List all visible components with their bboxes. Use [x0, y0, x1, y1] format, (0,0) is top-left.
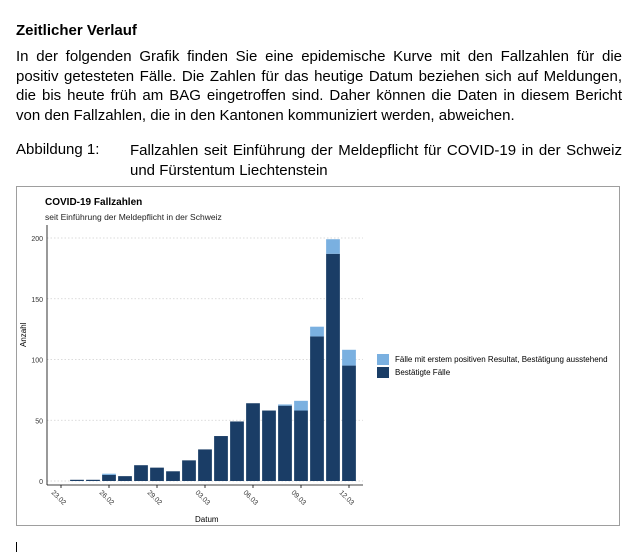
- y-tick-label: 150: [31, 296, 43, 304]
- x-tick-label: 06.03: [241, 489, 259, 507]
- y-tick-label: 0: [39, 479, 43, 486]
- legend-label-confirmed: Bestätigte Fälle: [395, 368, 451, 377]
- bar-confirmed-24.02: [70, 480, 84, 481]
- x-axis-label: Datum: [195, 515, 219, 524]
- bar-pending-08.03: [278, 404, 292, 405]
- y-tick-label: 100: [31, 357, 43, 365]
- y-axis-label: Anzahl: [19, 322, 28, 347]
- legend-item-pending: [377, 353, 608, 366]
- x-tick-label: 26.02: [97, 489, 115, 507]
- bar-pending-26.02: [102, 474, 116, 475]
- bar-confirmed-29.02: [150, 468, 164, 481]
- y-tick-label: 50: [35, 418, 43, 426]
- y-tick-label: 200: [31, 236, 43, 243]
- legend-swatch-confirmed: [377, 367, 389, 378]
- bar-confirmed-09.03: [294, 411, 308, 481]
- bar-confirmed-28.02: [134, 465, 148, 481]
- legend-label-pending: Fälle mit erstem positiven Resultat, Bestätigung ausstehend: [395, 355, 608, 364]
- x-tick-label: 23.02: [49, 489, 67, 507]
- bar-confirmed-26.02: [102, 475, 116, 481]
- x-tick-label: 09.03: [289, 489, 307, 507]
- legend-item-confirmed: [377, 366, 608, 379]
- figure-label: Abbildung 1:: [16, 141, 100, 158]
- bar-confirmed-03.03: [198, 449, 212, 481]
- bar-confirmed-10.03: [310, 336, 324, 481]
- bar-pending-11.03: [326, 239, 340, 254]
- bar-confirmed-07.03: [262, 411, 276, 481]
- bar-confirmed-12.03: [342, 366, 356, 481]
- legend-swatch-pending: [377, 354, 389, 365]
- intro-paragraph: In der folgenden Grafik finden Sie eine epidemische Kurve mit den Fallzahlen für die positiv getesteten Fälle. Die Zahlen für das heutige Datum beziehen sich auf Meldungen, die bis heute früh am BAG eingetroffen sind. Daher können die Daten in diesem Bericht von den Fallzahlen, die in den Kantonen kommuniziert werden, abweichen.: [16, 48, 622, 124]
- bar-pending-12.03: [342, 350, 356, 366]
- chart-subtitle: seit Einführung der Meldepflicht in der Schweiz: [45, 212, 222, 222]
- bar-pending-10.03: [310, 327, 324, 337]
- x-tick-label: 12.03: [337, 489, 355, 507]
- bar-confirmed-11.03: [326, 254, 340, 481]
- x-tick-label: 29.02: [145, 489, 163, 507]
- figure-caption: Fallzahlen seit Einführung der Meldepflicht für COVID-19 in der Schweiz und Fürstentum Liechtenstein: [130, 142, 622, 179]
- chart-container: [16, 186, 620, 526]
- bar-confirmed-06.03: [246, 403, 260, 481]
- bar-confirmed-01.03: [166, 471, 180, 481]
- bar-confirmed-25.02: [86, 480, 100, 481]
- bar-confirmed-08.03: [278, 406, 292, 481]
- bar-confirmed-27.02: [118, 476, 132, 481]
- chart-legend: [377, 353, 608, 379]
- x-tick-label: 03.03: [193, 489, 211, 507]
- bar-pending-09.03: [294, 401, 308, 411]
- section-heading: Zeitlicher Verlauf: [16, 22, 137, 39]
- bar-confirmed-05.03: [230, 421, 244, 481]
- bar-confirmed-04.03: [214, 436, 228, 481]
- bar-confirmed-02.03: [182, 460, 196, 481]
- chart-title: COVID-19 Fallzahlen: [45, 197, 143, 208]
- text-cursor: [16, 542, 17, 552]
